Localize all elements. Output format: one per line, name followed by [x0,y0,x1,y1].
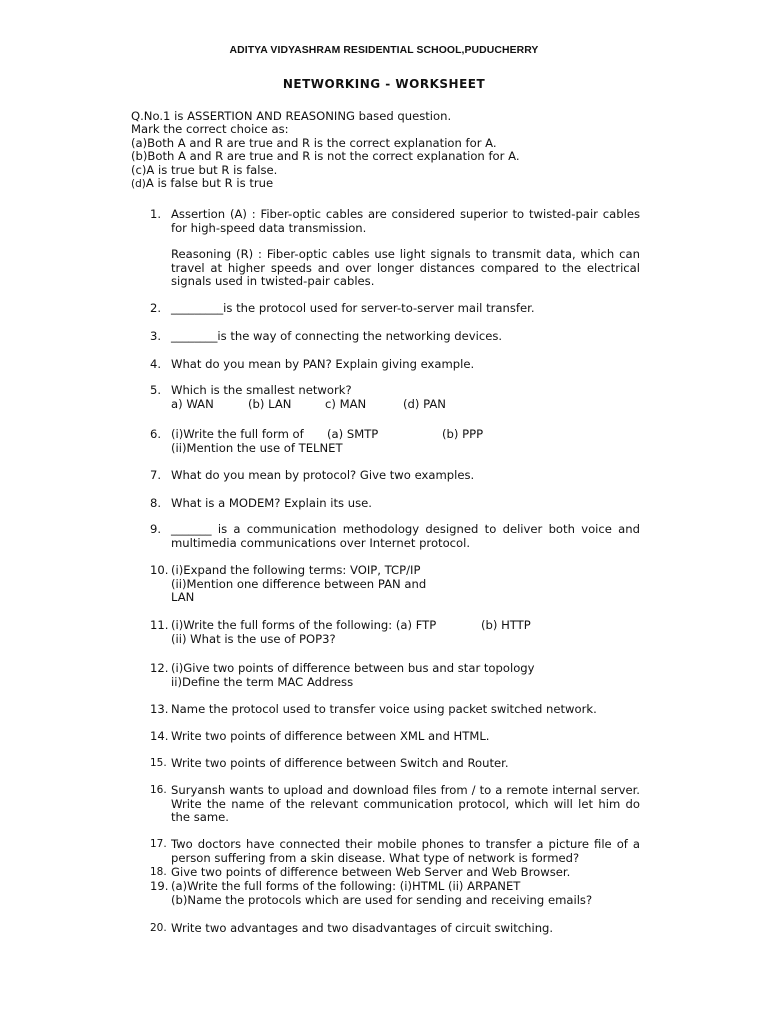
question-7 [150,469,640,483]
question-13 [150,703,640,717]
question-text: Give two points of difference between Web Server and Web Browser. [171,865,571,879]
question-text: LAN [171,590,195,605]
question-text: ii)Define the term MAC Address [171,674,354,689]
question-14 [150,730,640,744]
question-text: _________is the protocol used for server-to-server mail transfer. [171,301,535,315]
reasoning-text: Reasoning (R) : Fiber-optic cables use light signals to transmit data, which can travel at higher speeds and over longer distances compared to the electrical signals used in twisted-pair cables. [171,247,640,289]
question-text: Which is the smallest network? [171,383,352,397]
question-12 [150,662,640,689]
question-text: Name the protocol used to transfer voice using packet switched network. [171,702,597,716]
question-5 [150,384,640,411]
question-text: What is a MODEM? Explain its use. [171,496,372,510]
question-number: 5. [150,383,162,397]
question-6 [150,428,640,455]
question-text: (b)Name the protocols which are used for sending and receiving emails? [171,892,593,907]
question-9 [150,523,640,550]
question-text: (i)Give two points of difference between bus and star topology [171,661,535,675]
question-number: 18. [150,866,167,878]
instruction-line: Mark the correct choice as: [131,122,289,137]
option-b: (b) LAN [248,396,292,411]
question-text: What do you mean by protocol? Give two examples. [171,468,475,482]
question-line [171,619,640,633]
question-number: 20. [150,922,167,934]
question-number: 15. [150,757,167,769]
question-number: 14. [150,729,169,743]
question-text: (ii)Mention one difference between PAN and [171,576,427,591]
question-number: 17. [150,838,167,850]
question-number: 8. [150,496,162,510]
question-number: 13. [150,702,169,716]
choice-d [131,177,651,191]
instruction-line: Q.No.1 is ASSERTION AND REASONING based question. [131,109,452,123]
instructions [131,110,651,191]
question-text: (ii)Mention the use of TELNET [171,440,343,455]
question-2 [150,302,640,316]
question-number: 3. [150,329,162,343]
question-number: 12. [150,661,169,675]
question-text: Two doctors have connected their mobile phones to transfer a picture file of a person suffering from a skin disease. What type of network is formed? [171,837,640,865]
choice-d-label: (d) [131,178,146,191]
question-10 [150,564,640,605]
question-number: 7. [150,468,162,482]
question-text: Suryansh wants to upload and download files from / to a remote internal server. Write the name of the relevant communication protocol, which will let him do the same. [171,783,640,825]
question-text: (i)Write the full form of [171,427,304,441]
question-number: 1. [150,207,162,221]
question-20 [150,922,640,936]
question-16 [150,784,640,825]
choice-a: (a)Both A and R are true and R is the correct explanation for A. [131,135,497,150]
question-number: 4. [150,357,162,371]
question-19 [150,880,640,907]
question-line [171,428,640,442]
question-18 [150,866,640,880]
option-b: (b) PPP [442,427,484,441]
question-text: (i)Expand the following terms: VOIP, TCP/IP [171,563,421,577]
assertion-text: Assertion (A) : Fiber-optic cables are considered superior to twisted-pair cables for high-speed data transmission. [171,207,640,235]
choice-b: (b)Both A and R are true and R is not the correct explanation for A. [131,149,520,164]
question-11 [150,619,640,646]
question-1 [150,208,640,289]
question-text: (a)Write the full forms of the following: (i)HTML (ii) ARPANET [171,879,521,893]
question-text: _______ is a communication methodology designed to deliver both voice and multimedia communications over Internet protocol. [171,522,640,550]
option-c: c) MAN [325,396,367,411]
question-text: Write two points of difference between XML and HTML. [171,729,490,743]
question-text: ________is the way of connecting the networking devices. [171,329,503,343]
school-name: ADITYA VIDYASHRAM RESIDENTIAL SCHOOL,PUDUCHERRY [229,45,539,56]
question-text: (i)Write the full forms of the following: (a) FTP [171,618,437,632]
choice-c: (c)A is true but R is false. [131,162,278,177]
question-number: 2. [150,301,162,315]
option-a: (a) SMTP [327,427,379,441]
question-8 [150,497,640,511]
question-number: 6. [150,427,162,441]
question-number: 19. [150,879,169,893]
question-text: Write two advantages and two disadvantages of circuit switching. [171,921,554,935]
question-number: 16. [150,784,167,796]
question-number: 11. [150,618,169,632]
question-4 [150,358,640,372]
option-b: (b) HTTP [481,618,531,632]
option-a: a) WAN [171,396,214,411]
question-text: Write two points of difference between Switch and Router. [171,756,509,770]
question-17 [150,838,640,865]
question-15 [150,757,640,771]
question-number: 9. [150,522,162,536]
choice-d-text: A is false but R is true [145,176,274,191]
worksheet-title: NETWORKING - WORKSHEET [282,77,486,91]
question-number: 10. [150,563,169,577]
question-text: What do you mean by PAN? Explain giving example. [171,357,475,371]
question-text: (ii) What is the use of POP3? [171,631,336,646]
question-3 [150,330,640,344]
option-d: (d) PAN [403,396,446,411]
answer-options [171,398,640,412]
